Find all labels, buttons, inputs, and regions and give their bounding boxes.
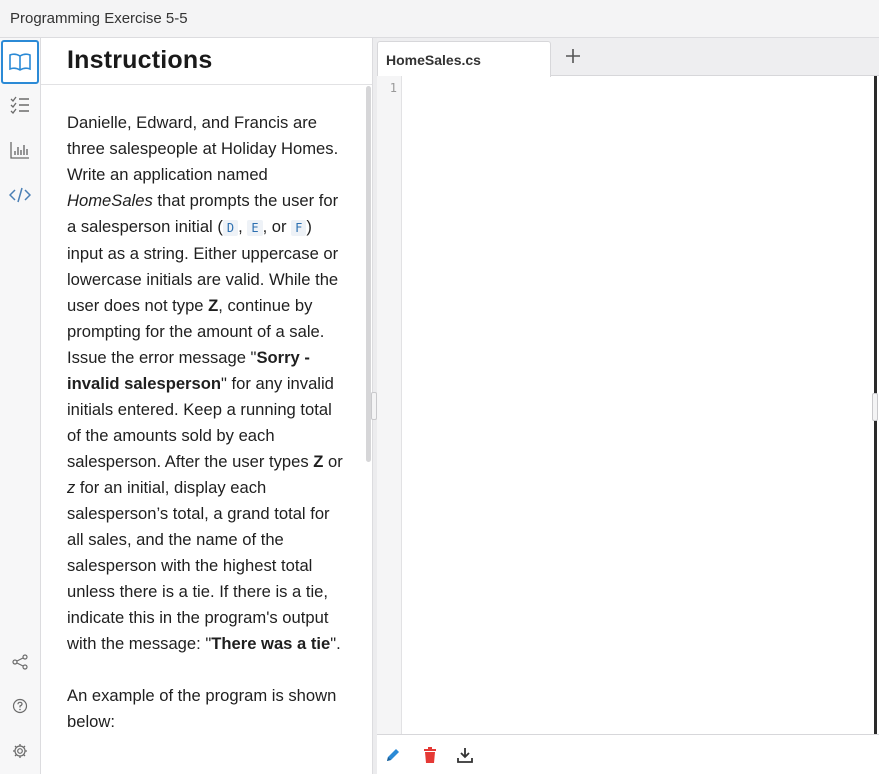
instructions-header: [41, 38, 373, 85]
editor-resize-handle[interactable]: [872, 393, 878, 421]
code-input[interactable]: [402, 76, 877, 734]
text-segment: or: [323, 452, 343, 471]
tab-homesales[interactable]: [377, 41, 551, 77]
text-segment: , continue by prompting for the amount of a sale. Issue the error message ": [67, 296, 325, 367]
bar-chart-icon: [10, 141, 30, 159]
text-segment: " for any invalid initials entered. Keep a running total of the amounts sold by each salesperson. After the user types: [67, 374, 334, 471]
italic-z: z: [67, 478, 76, 497]
app-name: HomeSales: [67, 191, 153, 210]
delete-button[interactable]: [420, 745, 440, 765]
rail-stats-button[interactable]: [0, 128, 40, 172]
text-segment: , or: [262, 217, 292, 236]
book-icon: [9, 53, 31, 71]
line-number: 1: [389, 81, 397, 95]
text-segment: for an initial, display each salesperson’s total, a grand total for all sales, and the name of the salesperson with the highest total unless there is a tie. If there is a tie, indicate this in the program's output with the message: ": [67, 478, 330, 653]
rail-help-button[interactable]: [0, 684, 40, 728]
rail-instructions-button[interactable]: [1, 40, 39, 84]
instructions-paragraph: [67, 110, 349, 657]
line-gutter: [377, 76, 402, 734]
code-initial-e: E: [247, 220, 262, 236]
editor-tab-bar: [377, 38, 879, 76]
title-bar: [0, 0, 879, 38]
text-segment: ) input as a string. Either uppercase or lowercase initials are valid. While the user does not type: [67, 217, 339, 315]
pencil-icon: [385, 747, 401, 763]
instructions-title: Instructions: [67, 46, 213, 74]
text-segment: ".: [330, 634, 341, 653]
text-segment: ,: [238, 217, 248, 236]
instructions-example-paragraph: An example of the program is shown below:: [67, 686, 337, 731]
checklist-icon: [10, 96, 30, 114]
rail-settings-button[interactable]: [0, 729, 40, 773]
plus-icon: [566, 49, 580, 63]
window-title: Programming Exercise 5-5: [10, 10, 188, 27]
code-initial-d: D: [223, 220, 238, 236]
download-icon: [457, 747, 473, 763]
error-message: Sorry - invalid salesperson: [67, 348, 310, 393]
share-icon: [12, 654, 28, 670]
text-segment: that prompts the user for a salesperson initial (: [67, 191, 339, 236]
code-editor: [377, 38, 879, 774]
bold-z: Z: [313, 452, 324, 471]
help-icon: [12, 698, 28, 714]
tie-message: There was a tie: [211, 634, 331, 653]
bold-z: Z: [208, 296, 219, 315]
tab-label: HomeSales.cs: [386, 52, 481, 68]
rail-checklist-button[interactable]: [0, 83, 40, 127]
add-tab-button[interactable]: [561, 43, 585, 69]
trash-icon: [423, 747, 437, 763]
rail-code-button[interactable]: [0, 173, 40, 217]
code-initial-f: F: [291, 220, 306, 236]
side-rail: [0, 38, 41, 774]
settings-icon: [12, 743, 28, 759]
edit-button[interactable]: [383, 745, 403, 765]
instructions-body: [67, 110, 349, 761]
rail-share-button[interactable]: [0, 640, 40, 684]
code-icon: [9, 186, 31, 204]
instructions-panel: [41, 38, 373, 774]
download-button[interactable]: [455, 745, 475, 765]
text-segment: Danielle, Edward, and Francis are three salespeople at Holiday Homes. Write an application named: [67, 113, 339, 184]
editor-footer: [377, 734, 879, 774]
